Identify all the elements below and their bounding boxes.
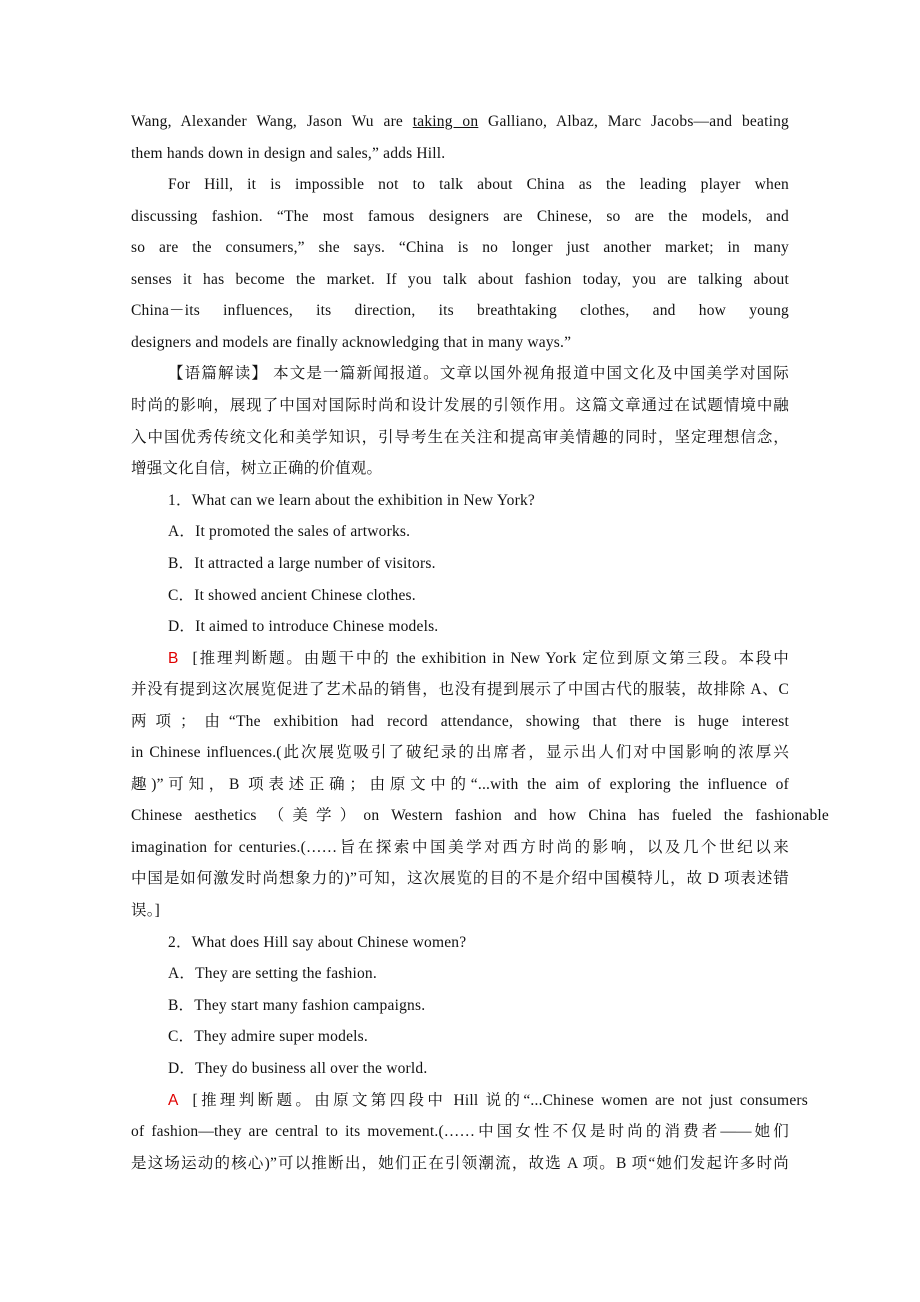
explanation-line: imagination for centuries.(……旨在探索中国美学对西方时尚的影响，以及几个世纪以来 bbox=[131, 839, 789, 856]
analysis-line: 【语篇解读】 本文是一篇新闻报道。文章以国外视角报道中国文化及中国美学对国际 bbox=[168, 365, 789, 382]
underlined-phrase: taking on bbox=[412, 113, 479, 130]
option: A．They are setting the fashion. bbox=[168, 965, 377, 982]
text: [推理判断题。由题干中的 the exhibition in New York 定位到原文第三段。本段中 bbox=[192, 650, 789, 667]
explanation-line: 是这场运动的核心)”可以推断出，她们正在引领潮流，故选 A 项。B 项“她们发起许多时尚 bbox=[131, 1155, 789, 1172]
explanation-line bbox=[168, 1090, 808, 1112]
option: D．It aimed to introduce Chinese models. bbox=[168, 618, 439, 635]
explanation-line: 并没有提到这次展览促进了艺术品的销售，也没有提到展示了中国古代的服装，故排除 A、C bbox=[131, 681, 789, 698]
explanation-line: 趣)”可知，B 项表述正确；由原文中的“...with the aim of exploring the influence of bbox=[131, 776, 789, 793]
explanation-line: Chinese aesthetics （美学）on Western fashion and how China has fueled the fashionable bbox=[131, 807, 829, 824]
passage-line: discussing fashion. “The most famous designers are Chinese, so are the models, and bbox=[131, 208, 789, 225]
explanation-line: 误。] bbox=[131, 902, 161, 919]
explanation-line: 两项；由“The exhibition had record attendance, showing that there is huge interest bbox=[131, 713, 789, 730]
passage-line: China－its influences, its direction, its breathtaking clothes, and how young bbox=[131, 302, 789, 319]
analysis-line: 入中国优秀传统文化和美学知识，引导考生在关注和提高审美情趣的同时，坚定理想信念， bbox=[131, 429, 789, 446]
option: B．It attracted a large number of visitors. bbox=[168, 555, 436, 572]
passage-line bbox=[131, 111, 789, 133]
option: C．They admire super models. bbox=[168, 1028, 368, 1045]
text: Wang, Alexander Wang, Jason Wu are bbox=[131, 113, 413, 130]
passage-line: senses it has become the market. If you talk about fashion today, you are talking about bbox=[131, 271, 789, 288]
option: D．They do business all over the world. bbox=[168, 1060, 428, 1077]
question-stem: 1．What can we learn about the exhibition in New York? bbox=[168, 492, 536, 509]
question-stem: 2．What does Hill say about Chinese women? bbox=[168, 934, 467, 951]
answer-letter: B bbox=[168, 650, 179, 667]
explanation-line: 中国是如何激发时尚想象力的)”可知，这次展览的目的不是介绍中国模特儿，故 D 项表述错 bbox=[131, 870, 789, 887]
option: C．It showed ancient Chinese clothes. bbox=[168, 587, 416, 604]
passage-line: designers and models are finally acknowledging that in many ways.” bbox=[131, 334, 572, 351]
explanation-line bbox=[168, 648, 789, 670]
explanation-line: of fashion—they are central to its movement.(……中国女性不仅是时尚的消费者——她们 bbox=[131, 1123, 789, 1140]
passage-line: For Hill, it is impossible not to talk about China as the leading player when bbox=[168, 176, 789, 193]
text: Galliano, Albaz, Marc Jacobs—and beating bbox=[478, 113, 789, 130]
option: A．It promoted the sales of artworks. bbox=[168, 523, 411, 540]
passage-line: them hands down in design and sales,” adds Hill. bbox=[131, 145, 446, 162]
passage-line: so are the consumers,” she says. “China is no longer just another market; in many bbox=[131, 239, 789, 256]
analysis-line: 增强文化自信，树立正确的价值观。 bbox=[131, 460, 383, 477]
answer-letter: A bbox=[168, 1092, 179, 1109]
option: B．They start many fashion campaigns. bbox=[168, 997, 426, 1014]
explanation-line: in Chinese influences.(此次展览吸引了破纪录的出席者，显示出人们对中国影响的浓厚兴 bbox=[131, 744, 789, 761]
text: [推理判断题。由原文第四段中 Hill 说的“...Chinese women are not just consumers bbox=[192, 1092, 808, 1109]
analysis-line: 时尚的影响，展现了中国对国际时尚和设计发展的引领作用。这篇文章通过在试题情境中融 bbox=[131, 397, 789, 414]
